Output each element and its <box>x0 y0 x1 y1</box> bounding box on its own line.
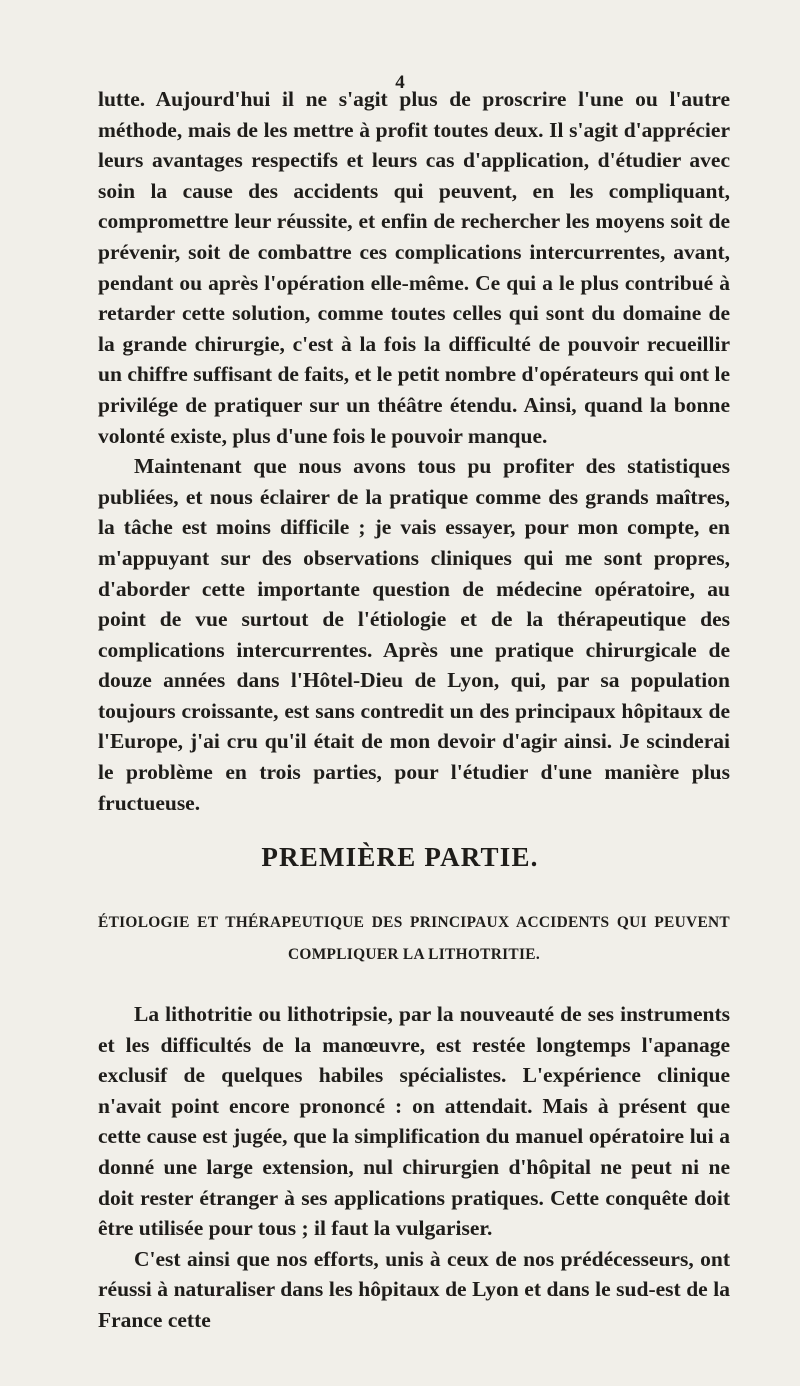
paragraph: Maintenant que nous avons tous pu profiter des statistiques publiées, et nous éclairer de la pratique comme des grands maîtres, la tâche est moins difficile ; je vais essayer, pour mon compte, en m'appuyant sur des observations cliniques qui me sont propres, d'aborder cette importante question de médecine opératoire, au point de vue surtout de l'étiologie et de la thérapeutique des complications intercurrentes. Après une pratique chirurgicale de douze années dans l'Hôtel-Dieu de Lyon, qui, par sa population toujours croissante, est sans contredit un des principaux hôpitaux de l'Europe, j'ai cru qu'il était de mon devoir d'agir ainsi. Je scinderai le problème en trois parties, pour l'étudier d'une manière plus fructueuse. <box>98 454 730 815</box>
page-number: 4 <box>395 72 405 93</box>
section-heading <box>98 907 730 971</box>
part-title: PREMIÈRE PARTIE. <box>261 842 539 872</box>
body-text-top <box>98 84 730 818</box>
paragraph: La lithotritie ou lithotripsie, par la nouveauté de ses instruments et les difficultés de la manœuvre, est restée longtemps l'apanage exclusif de quelques habiles spécialistes. L'expérience clinique n'avait point encore prononcé : on attendait. Mais à présent que cette cause est jugée, que la simplification du manuel opératoire lui a donné une large extension, nul chirurgien d'hôpital ne peut ni ne doit rester étranger à ses applications pratiques. Cette conquête doit être utilisée pour tous ; il faut la vulgariser. <box>98 1002 730 1241</box>
paragraph: lutte. Aujourd'hui il ne s'agit plus de proscrire l'une ou l'autre méthode, mais de les mettre à profit toutes deux. Il s'agit d'apprécier leurs avantages respectifs et leurs cas d'application, d'étudier avec soin la cause des accidents qui peuvent, en les compliquant, compromettre leur réussite, et enfin de rechercher les moyens soit de prévenir, soit de combattre ces complications intercurrentes, avant, pendant ou après l'opération elle-même. Ce qui a le plus contribué à retarder cette solution, comme toutes celles qui sont du domaine de la grande chirurgie, c'est à la fois la difficulté de pouvoir recueillir un chiffre suffisant de faits, et le petit nombre d'opérateurs qui ont le privilége de pratiquer sur un théâtre étendu. Ainsi, quand la bonne volonté existe, plus d'une fois le pouvoir manque. <box>98 87 730 448</box>
section-heading-line: ÉTIOLOGIE ET THÉRAPEUTIQUE DES PRINCIPAUX ACCIDENTS QUI PEUVENT <box>98 914 730 931</box>
section-heading-line: COMPLIQUER LA LITHOTRITIE. <box>288 946 540 963</box>
body-text-bottom <box>98 999 730 1336</box>
paragraph: C'est ainsi que nos efforts, unis à ceux de nos prédécesseurs, ont réussi à naturaliser dans les hôpitaux de Lyon et dans le sud-est de la France cette <box>98 1246 730 1332</box>
